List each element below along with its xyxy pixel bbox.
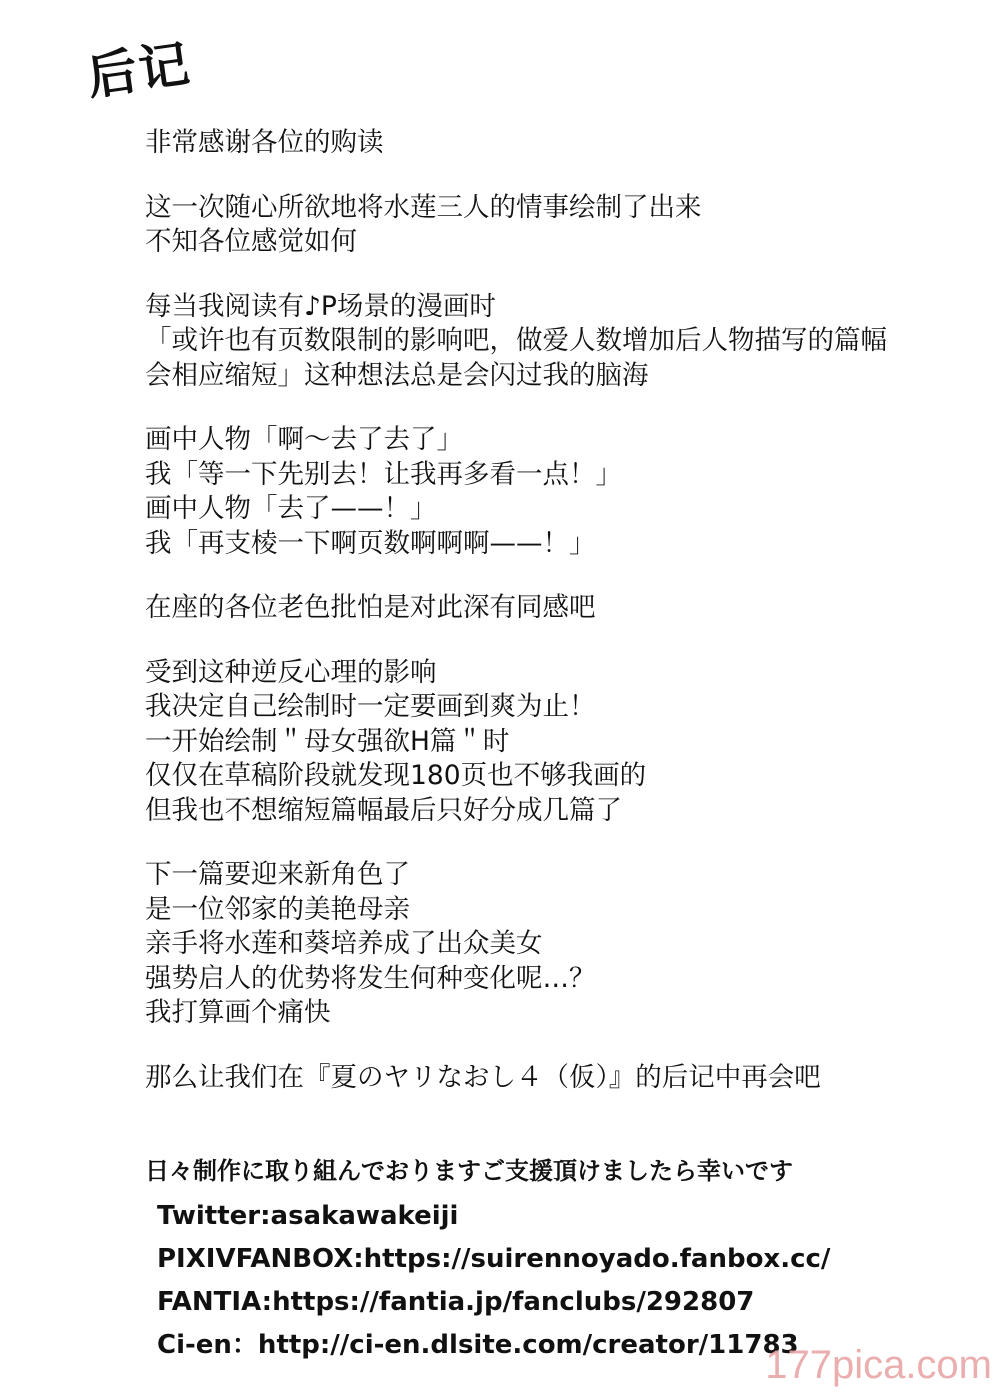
paragraph [145, 591, 975, 626]
social-link: PIXIVFANBOX:https://suirennoyado.fanbox.cc/ [157, 1244, 831, 1274]
paragraph [145, 423, 975, 561]
afterword-body [145, 126, 975, 1125]
social-link: FANTIA:https://fantia.jp/fanclubs/292807 [157, 1287, 755, 1317]
page-title: 后记 [83, 34, 195, 107]
text-line: 画中人物「去了——！」 [145, 493, 437, 524]
text-line: 我打算画个痛快 [145, 997, 331, 1028]
text-line: 不知各位感觉如何 [145, 226, 357, 257]
paragraph [145, 656, 975, 829]
support-footer [145, 1153, 985, 1367]
paragraph [145, 126, 975, 161]
paragraph [145, 858, 975, 1031]
text-line: 每当我阅读有♪P场景的漫画时 [145, 290, 496, 322]
text-line: 在座的各位老色批怕是对此深有同感吧 [145, 592, 596, 623]
text-line: 我决定自己绘制时一定要画到爽为止！ [145, 691, 596, 722]
text-line: 但我也不想缩短篇幅最后只好分成几篇了 [145, 794, 622, 826]
text-line: 我「再支棱一下啊页数啊啊啊——！」 [145, 527, 596, 559]
text-line: 画中人物「啊～去了去了」 [145, 424, 463, 455]
text-line: 仅仅在草稿阶段就发现180页也不够我画的 [145, 760, 647, 791]
text-line: 下一篇要迎来新角色了 [145, 859, 410, 890]
text-line: 我「等一下先别去！让我再多看一点！」 [145, 458, 622, 490]
social-link: Twitter:asakawakeiji [157, 1201, 459, 1231]
social-link: Ci-en：http://ci-en.dlsite.com/creator/11783 [157, 1330, 799, 1360]
text-line: 「或许也有页数限制的影响吧，做爱人数增加后人物描写的篇幅 [145, 325, 887, 356]
paragraph [145, 191, 975, 260]
support-message: 日々制作に取り組んでおりますご支援頂けましたら幸いです [145, 1157, 793, 1185]
text-line: 强势启人的优势将发生何种变化呢…？ [145, 962, 596, 994]
text-line: 非常感谢各位的购读 [145, 127, 384, 158]
text-line: 是一位邻家的美艳母亲 [145, 893, 410, 925]
text-line: 那么让我们在『夏のヤリなおし４（仮）』的后记中再会吧 [145, 1061, 821, 1093]
paragraph [145, 290, 975, 394]
text-line: 亲手将水莲和葵培养成了出众美女 [145, 928, 543, 959]
text-line: 这一次随心所欲地将水莲三人的情事绘制了出来 [145, 191, 702, 223]
watermark: 177pica.com [765, 1343, 992, 1387]
text-line: 一开始绘制＂母女强欲H篇＂时 [145, 725, 510, 757]
social-links [157, 1195, 985, 1367]
paragraph [145, 1061, 975, 1096]
text-line: 受到这种逆反心理的影响 [145, 656, 437, 688]
text-line: 会相应缩短」这种想法总是会闪过我的脑海 [145, 359, 649, 391]
